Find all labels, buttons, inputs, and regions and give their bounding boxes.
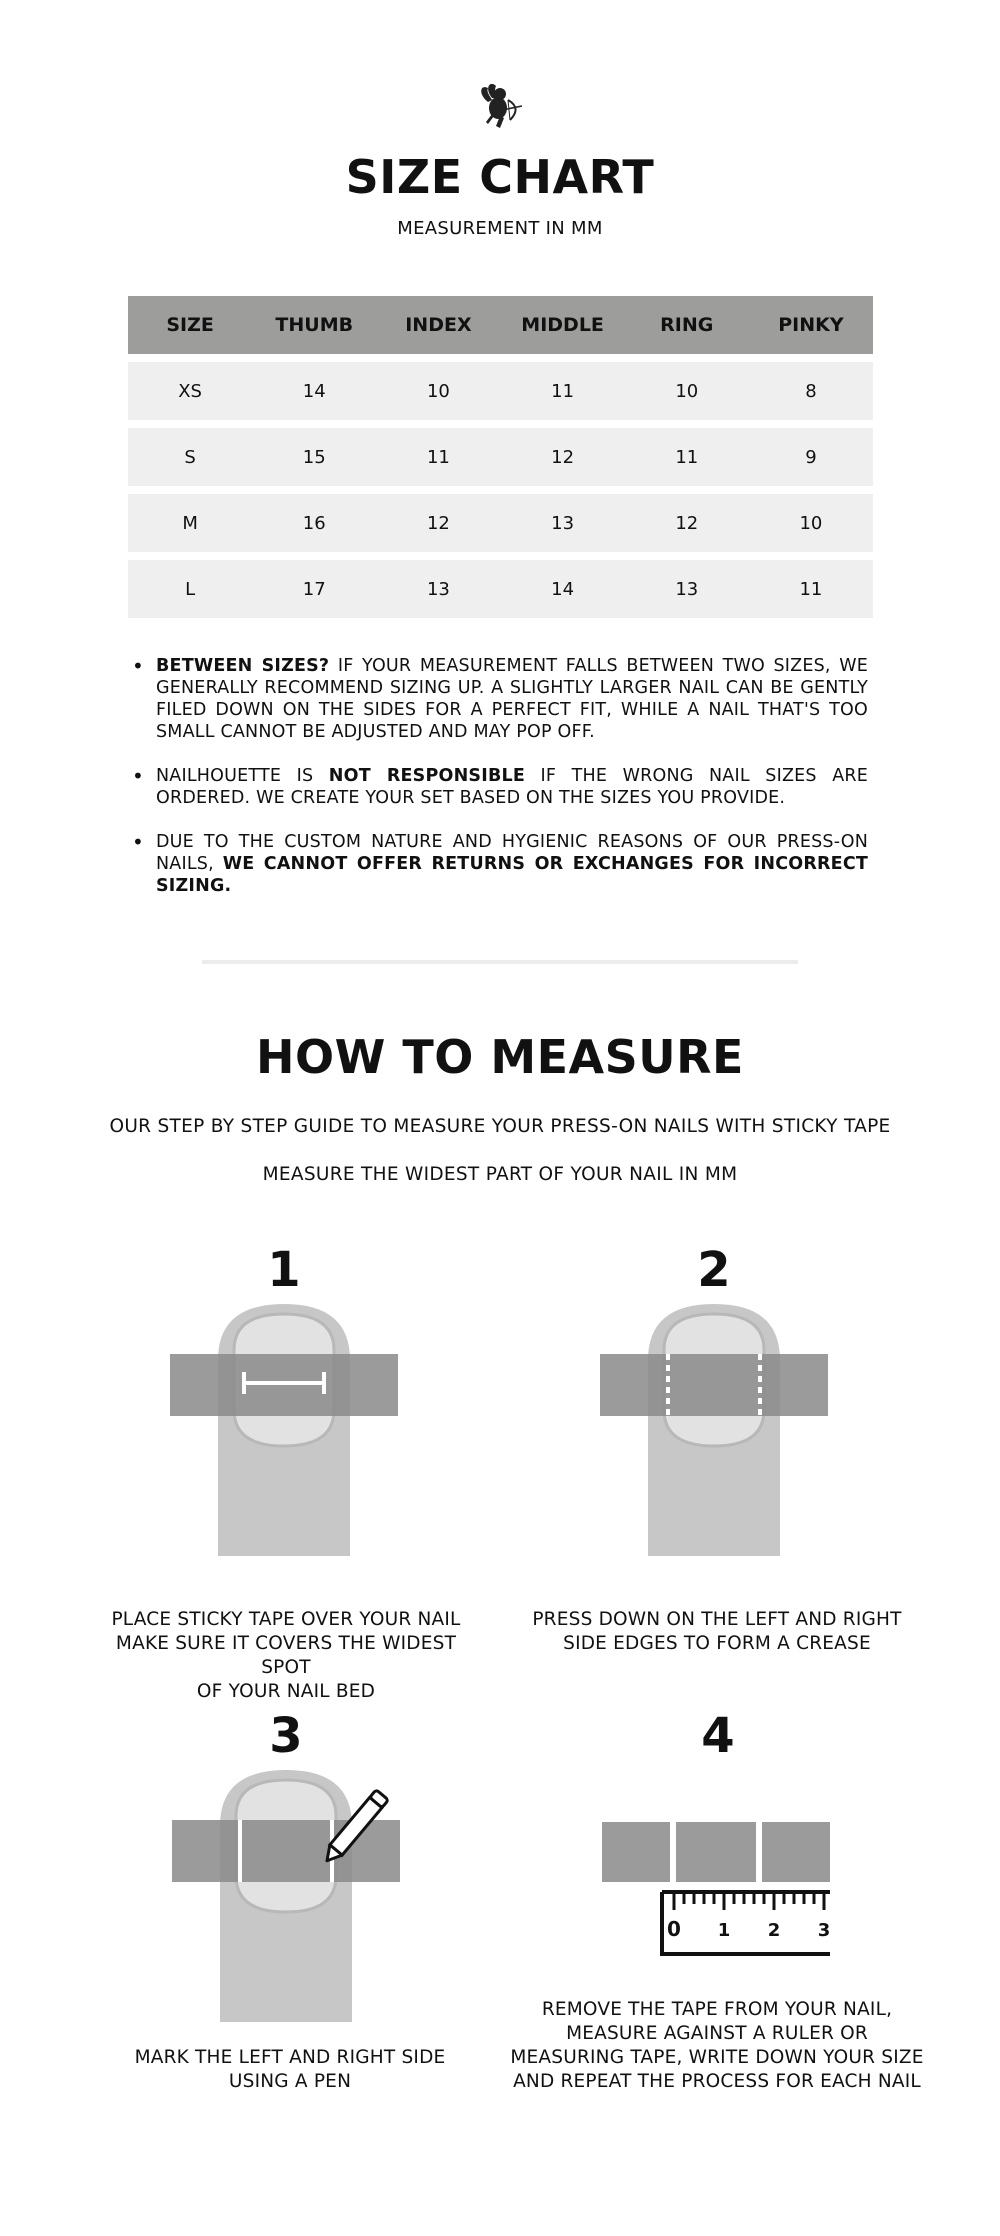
step-text-line: MAKE SURE IT COVERS THE WIDEST SPOT (115, 1633, 457, 1678)
step-text-line: PRESS DOWN ON THE LEFT AND RIGHT (532, 1609, 902, 1630)
table-cell: 9 (805, 446, 817, 468)
table-cell: 11 (675, 446, 699, 468)
step-3-number: 3 (269, 1708, 303, 1764)
table-cell: 11 (551, 380, 575, 402)
header-cell: THUMB (275, 314, 354, 336)
note-text: IF THE WRONG NAIL SIZES ARE ORDERED. WE CREATE YOUR SET BASED ON THE SIZES YOU PROVIDE. (156, 766, 868, 808)
step-text-line: USING A PEN (228, 2071, 352, 2092)
note-text: IF YOUR MEASUREMENT FALLS BETWEEN TWO SIZES, WE GENERALLY RECOMMEND SIZING UP. A SLIGHTLY LARGER NAIL CAN BE GENTLY FILED DOWN ON THE SIDES FOR A PERFECT FIT, WHILE A NAIL THAT'S TOO SMALL CANNOT BE ADJUSTED AND MAY POP OFF. (156, 656, 868, 742)
step-2-number: 2 (697, 1242, 731, 1298)
note-responsibility (130, 765, 868, 809)
note-bold: NOT RESPONSIBLE (328, 766, 525, 786)
step-text-line: AND REPEAT THE PROCESS FOR EACH NAIL (513, 2071, 921, 2092)
table-cell: 13 (551, 512, 575, 534)
step-text-line: MARK THE LEFT AND RIGHT SIDE (134, 2047, 446, 2068)
step-3-text (100, 2046, 480, 2094)
table-cell: 10 (426, 380, 450, 402)
header-cell: MIDDLE (521, 314, 604, 336)
step-text-line: MEASURE AGAINST A RULER OR (566, 2023, 868, 2044)
note-returns (130, 831, 868, 897)
table-cell: 14 (302, 380, 326, 402)
table-cell: 12 (551, 446, 575, 468)
sizing-notes (130, 655, 868, 919)
table-cell: S (184, 446, 196, 468)
cherub-logo-icon (474, 78, 526, 130)
table-cell: 11 (426, 446, 450, 468)
table-cell: 10 (675, 380, 699, 402)
page-title: SIZE CHART (345, 150, 655, 204)
step-text-line: OF YOUR NAIL BED (196, 1681, 376, 1702)
table-cell: 14 (551, 578, 575, 600)
finger-tape-measure-icon (168, 1300, 400, 1556)
step-text-line: PLACE STICKY TAPE OVER YOUR NAIL (111, 1609, 461, 1630)
step-2-text (522, 1608, 912, 1656)
note-bold-lead: BETWEEN SIZES? (156, 656, 330, 676)
table-cell: XS (178, 380, 202, 402)
finger-tape-crease-icon (598, 1300, 830, 1556)
finger-tape-pen-icon (170, 1766, 420, 2022)
how-to-guide: OUR STEP BY STEP GUIDE TO MEASURE YOUR PRESS-ON NAILS WITH STICKY TAPE (109, 1116, 891, 1137)
table-row (128, 362, 873, 420)
note-text: NAILHOUETTE IS (156, 766, 329, 786)
header-cell: SIZE (166, 314, 214, 336)
page-subtitle: MEASUREMENT IN MM (397, 218, 603, 239)
header-cell: INDEX (405, 314, 472, 336)
step-text-line: SIDE EDGES TO FORM A CREASE (563, 1633, 871, 1654)
step-text-line: REMOVE THE TAPE FROM YOUR NAIL, (541, 1999, 893, 2020)
table-row (128, 494, 873, 552)
note-text: DUE TO THE CUSTOM NATURE AND HYGIENIC REASONS OF OUR PRESS-ON NAILS, (156, 832, 868, 874)
step-text-line: MEASURING TAPE, WRITE DOWN YOUR SIZE (510, 2047, 924, 2068)
table-cell: M (182, 512, 198, 534)
table-cell: 15 (302, 446, 326, 468)
table-cell: 11 (799, 578, 823, 600)
table-cell: L (185, 578, 196, 600)
ruler-label: 0 (667, 1917, 681, 1941)
ruler-label: 3 (817, 1920, 831, 1941)
table-cell: 13 (675, 578, 699, 600)
step-1-number: 1 (267, 1242, 301, 1298)
header-cell: RING (660, 314, 714, 336)
size-table (128, 296, 873, 626)
header-cell: PINKY (778, 314, 844, 336)
step-4-number: 4 (701, 1708, 735, 1764)
table-cell: 16 (302, 512, 326, 534)
ruler-label: 2 (767, 1920, 781, 1941)
note-bold: WE CANNOT OFFER RETURNS OR EXCHANGES FOR INCORRECT SIZING. (156, 854, 869, 896)
section-divider (202, 960, 798, 964)
table-cell: 12 (426, 512, 450, 534)
step-4-text (502, 1998, 932, 2094)
tape-ruler-icon (600, 1818, 840, 1958)
ruler-label: 1 (717, 1920, 731, 1941)
note-between-sizes (130, 655, 868, 743)
step-1-text (96, 1608, 476, 1704)
table-cell: 17 (302, 578, 326, 600)
table-cell: 10 (799, 512, 823, 534)
how-to-title: HOW TO MEASURE (256, 1030, 744, 1084)
table-cell: 12 (675, 512, 699, 534)
table-cell: 13 (426, 578, 450, 600)
table-cell: 8 (805, 380, 817, 402)
table-header-row (128, 296, 873, 354)
table-row (128, 560, 873, 618)
how-to-widest: MEASURE THE WIDEST PART OF YOUR NAIL IN MM (262, 1164, 738, 1185)
table-row (128, 428, 873, 486)
